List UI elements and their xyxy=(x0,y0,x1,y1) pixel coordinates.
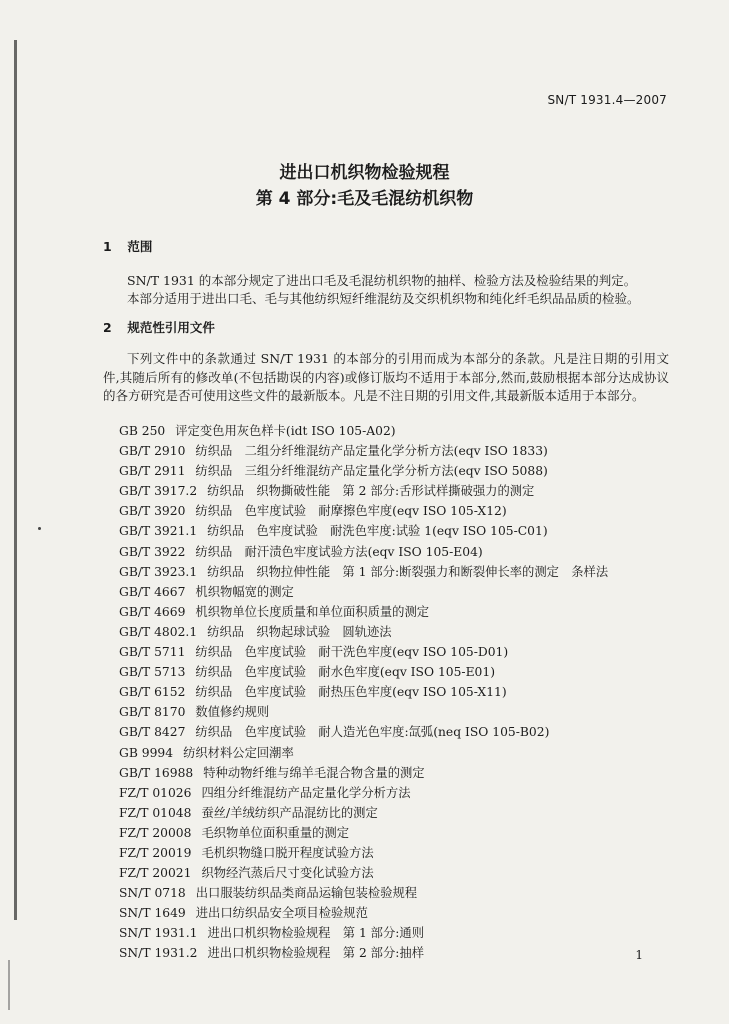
reference-code: SN/T 1649 xyxy=(119,906,186,921)
reference-code: GB/T 3921.1 xyxy=(119,524,198,539)
section-heading-normative-references xyxy=(103,318,215,336)
reference-title: 纺织品 色牢度试验 耐洗色牢度:试验 1(eqv ISO 105-C01) xyxy=(207,524,548,539)
reference-code: GB/T 4667 xyxy=(119,584,186,599)
reference-title: 纺织材料公定回潮率 xyxy=(183,745,294,760)
reference-item xyxy=(119,743,608,763)
reference-title: 四组分纤维混纺产品定量化学分析方法 xyxy=(201,785,411,800)
reference-code: GB/T 5713 xyxy=(119,665,186,680)
reference-list xyxy=(119,421,608,964)
reference-title: 毛机织物缝口脱开程度试验方法 xyxy=(201,845,374,860)
reference-code: SN/T 0718 xyxy=(119,886,186,901)
reference-item xyxy=(119,783,608,803)
reference-title: 进出口纺织品安全项目检验规范 xyxy=(195,906,368,921)
document-title: 进出口机织物检验规程 xyxy=(279,163,450,183)
reference-item xyxy=(119,843,608,863)
reference-item xyxy=(119,923,608,943)
reference-item xyxy=(119,622,608,642)
reference-title: 蚕丝/羊绒纺织产品混纺比的测定 xyxy=(201,805,378,820)
reference-item xyxy=(119,582,608,602)
reference-code: GB/T 16988 xyxy=(119,765,194,780)
reference-code: SN/T 1931.2 xyxy=(119,946,198,961)
reference-code: GB/T 8427 xyxy=(119,725,186,740)
reference-title: 进出口机织物检验规程 第 2 部分:抽样 xyxy=(207,946,425,961)
reference-item xyxy=(119,481,608,501)
scope-paragraph: SN/T 1931 的本部分规定了进出口毛及毛混纺机织物的抽样、检验方法及检验结果的判定。 xyxy=(127,273,637,288)
reference-title: 纺织品 二组分纤维混纺产品定量化学分析方法(eqv ISO 1833) xyxy=(195,444,548,459)
reference-title: 评定变色用灰色样卡(idt ISO 105-A02) xyxy=(175,424,396,438)
reference-code: GB/T 5711 xyxy=(119,645,186,660)
reference-code: GB 9994 xyxy=(119,745,174,760)
reference-code: GB/T 8170 xyxy=(119,705,186,720)
reference-item xyxy=(119,763,608,783)
reference-item xyxy=(119,702,608,722)
reference-code: GB/T 3917.2 xyxy=(119,484,198,499)
reference-item xyxy=(119,521,608,541)
reference-code: FZ/T 20008 xyxy=(119,825,192,840)
reference-title: 出口服装纺织品类商品运输包装检验规程 xyxy=(195,886,418,901)
reference-code: GB/T 3920 xyxy=(119,504,186,519)
reference-code: GB/T 3923.1 xyxy=(119,564,198,579)
reference-item xyxy=(119,562,608,582)
reference-code: GB 250 xyxy=(119,424,166,438)
reference-code: GB/T 2911 xyxy=(119,464,186,479)
reference-title: 纺织品 织物拉伸性能 第 1 部分:断裂强力和断裂伸长率的测定 条样法 xyxy=(207,564,609,579)
reference-item xyxy=(119,662,608,682)
reference-title: 纺织品 织物起球试验 圆轨迹法 xyxy=(207,624,392,639)
reference-title: 纺织品 织物撕破性能 第 2 部分:舌形试样撕破强力的测定 xyxy=(207,484,535,499)
reference-title: 机织物幅宽的测定 xyxy=(195,584,294,599)
standard-number: SN/T 1931.4—2007 xyxy=(547,93,667,107)
section-title: 范围 xyxy=(127,239,153,254)
reference-item xyxy=(119,883,608,903)
reference-item xyxy=(119,542,608,562)
reference-item xyxy=(119,501,608,521)
reference-item xyxy=(119,441,608,461)
scan-edge-mark xyxy=(8,960,10,1010)
reference-title: 纺织品 色牢度试验 耐摩擦色牢度(eqv ISO 105-X12) xyxy=(195,504,507,519)
reference-title: 进出口机织物检验规程 第 1 部分:通则 xyxy=(207,926,425,941)
reference-item xyxy=(119,461,608,481)
page-number: 1 xyxy=(635,948,643,962)
reference-title: 纺织品 耐汗渍色牢度试验方法(eqv ISO 105-E04) xyxy=(195,544,483,559)
reference-item xyxy=(119,682,608,702)
reference-item xyxy=(119,722,608,742)
section-title: 规范性引用文件 xyxy=(127,320,215,335)
reference-code: FZ/T 01048 xyxy=(119,805,192,820)
section-number: 1 xyxy=(103,239,112,254)
reference-title: 数值修约规则 xyxy=(195,705,270,720)
reference-title: 纺织品 色牢度试验 耐人造光色牢度:氙弧(neq ISO 105-B02) xyxy=(195,725,550,740)
references-intro-paragraph: 下列文件中的条款通过 SN/T 1931 的本部分的引用而成为本部分的条款。凡是注日期的引用文件,其随后所有的修改单(不包括勘误的内容)或修订版均不适用于本部分,然而,鼓励根据本部分达成协议的各方研究是否可使用这些文件的最新版本。凡是不注日期的引用文件,其最新版本适用于本部分。 xyxy=(103,351,669,403)
scan-speck xyxy=(38,527,41,530)
reference-item xyxy=(119,642,608,662)
reference-code: GB/T 2910 xyxy=(119,444,186,459)
section-heading-scope xyxy=(103,237,152,255)
document-subtitle: 第 4 部分:毛及毛混纺机织物 xyxy=(255,189,474,209)
reference-title: 特种动物纤维与绵羊毛混合物含量的测定 xyxy=(203,765,425,780)
reference-title: 毛织物单位面积重量的测定 xyxy=(201,825,350,840)
reference-item xyxy=(119,823,608,843)
reference-item xyxy=(119,803,608,823)
reference-code: GB/T 3922 xyxy=(119,544,186,559)
section-number: 2 xyxy=(103,320,112,335)
reference-item xyxy=(119,602,608,622)
reference-title: 纺织品 色牢度试验 耐干洗色牢度(eqv ISO 105-D01) xyxy=(195,645,509,660)
reference-code: SN/T 1931.1 xyxy=(119,926,198,941)
reference-item xyxy=(119,943,608,963)
reference-title: 纺织品 色牢度试验 耐热压色牢度(eqv ISO 105-X11) xyxy=(195,685,507,700)
reference-item xyxy=(119,863,608,883)
reference-title: 纺织品 三组分纤维混纺产品定量化学分析方法(eqv ISO 5088) xyxy=(195,464,548,479)
reference-code: FZ/T 01026 xyxy=(119,785,192,800)
reference-code: GB/T 4669 xyxy=(119,604,186,619)
reference-code: GB/T 6152 xyxy=(119,685,186,700)
reference-code: GB/T 4802.1 xyxy=(119,624,198,639)
reference-code: FZ/T 20019 xyxy=(119,845,192,860)
reference-item xyxy=(119,421,608,441)
reference-title: 纺织品 色牢度试验 耐水色牢度(eqv ISO 105-E01) xyxy=(195,665,495,680)
scope-paragraph: 本部分适用于进出口毛、毛与其他纺织短纤维混纺及交织机织物和纯化纤毛织品品质的检验。 xyxy=(127,291,640,306)
reference-code: FZ/T 20021 xyxy=(119,866,192,881)
reference-item xyxy=(119,903,608,923)
reference-title: 织物经汽蒸后尺寸变化试验方法 xyxy=(201,866,374,881)
reference-title: 机织物单位长度质量和单位面积质量的测定 xyxy=(195,604,430,619)
